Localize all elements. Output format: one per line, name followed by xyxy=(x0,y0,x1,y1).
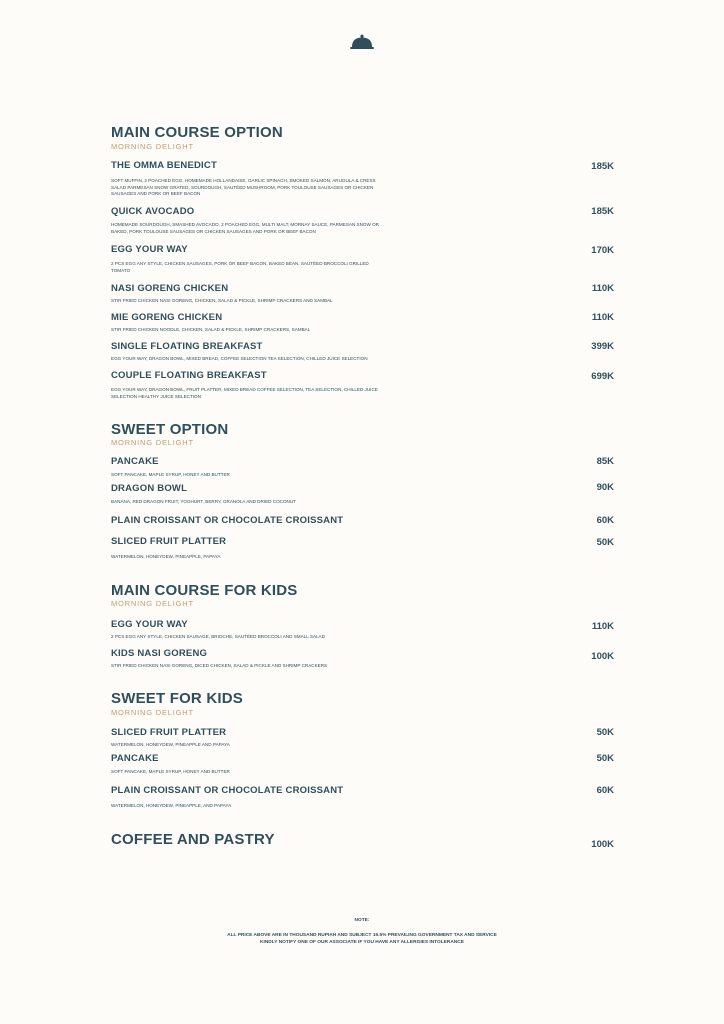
menu-item-description: BANANA, RED DRAGON FRUIT, YOGHURT, BERRY, GRANOLA AND DRIED COCONUT xyxy=(111,499,296,504)
menu-item-name: COUPLE FLOATING BREAKFAST xyxy=(111,370,267,381)
footer-note-line: ALL PRICE ABOVE ARE IN THOUSAND RUPIAH AND SUBJECT 15.5% PREVAILING GOVERNMENT TAX AND SERVICE xyxy=(227,933,497,938)
menu-item-description: WATERMELON, HONEYDEW, PINEAPPLE, AND PAPAYA xyxy=(111,803,232,808)
menu-item-name: SINGLE FLOATING BREAKFAST xyxy=(111,341,263,352)
menu-item-price: 50K xyxy=(596,727,614,738)
menu-item-name: QUICK AVOCADO xyxy=(111,206,195,217)
menu-item-description: HOMEMADE SOURDOUGH, SMASHED AVOCADO, 2 POACHED EGG, MULTI MALT, MORNAY SAUCE, PARMESAN SNOW OR BAKED, PORK TOULOUSE SAUSAGES OR CHICKEN SAUSAGES AND PORK OR BEEF BACON xyxy=(111,222,380,234)
section-title-sweet-option: SWEET OPTION xyxy=(111,421,229,438)
menu-item-description: STIR FRIED CHICKEN NASI GORENG, CHICKEN, SALAD & PICKLE, SHRIMP CRACKERS AND SAMBAL xyxy=(111,298,333,303)
section-subtitle: MORNING DELIGHT xyxy=(111,438,194,447)
section-title-main-course-kids: MAIN COURSE FOR KIDS xyxy=(111,582,298,599)
menu-item-description: EGG YOUR WAY, DRAGON BOWL, MIXED BREAD, COFFEE SELECTION TEA SELECTION, CHILLED JUICE SELECTION xyxy=(111,356,368,361)
menu-item-description: 2 PCS EGG ANY STYLE, CHICKEN SAUSAGES, PORK OR BEEF BACON, BAKED BEAN, SAUTÉED BROCCOLI GRILLED TOMATO xyxy=(111,261,369,273)
menu-item-name: PANCAKE xyxy=(111,456,159,467)
menu-item-name: SLICED FRUIT PLATTER xyxy=(111,536,227,547)
menu-item-price: 50K xyxy=(596,537,614,548)
menu-item-price: 100K xyxy=(591,651,614,662)
menu-item-price: 185K xyxy=(591,161,614,172)
menu-item-name: PLAIN CROISSANT OR CHOCOLATE CROISSANT xyxy=(111,785,344,796)
menu-item-description: EGG YOUR WAY, DRAGON BOWL, FRUIT PLATTER, MIXED BREAD COFFEE SELECTION, TEA SELECTION, CHILLED JUICE SELECTION HEALTHY JUICE SELECTION xyxy=(111,387,378,399)
menu-item-price: 60K xyxy=(596,785,614,796)
menu-item-price: 60K xyxy=(596,515,614,526)
menu-item-description: WATERMELON, HONEYDEW, PINEAPPLE AND PAPAYA xyxy=(111,742,230,747)
menu-item-price: 85K xyxy=(596,456,614,467)
menu-item-name: EGG YOUR WAY xyxy=(111,244,188,255)
menu-item-description: STIR FRIED CHICKEN NASI GORENG, DICED CHICKEN, SALAD & PICKLE AND SHRIMP CRACKERS xyxy=(111,663,328,668)
section-title-sweet-kids: SWEET FOR KIDS xyxy=(111,690,243,707)
footer-note-line: KINDLY NOTIFY ONE OF OUR ASSOCIATE IF YOU HAVE ANY ALLERGIES INTOLERANCE xyxy=(260,940,464,945)
cloche-icon xyxy=(350,34,374,50)
section-subtitle: MORNING DELIGHT xyxy=(111,599,194,608)
menu-item-name: PLAIN CROISSANT OR CHOCOLATE CROISSANT xyxy=(111,515,344,526)
menu-item-name: NASI GORENG CHICKEN xyxy=(111,283,229,294)
menu-item-price: 50K xyxy=(596,753,614,764)
menu-item-price: 399K xyxy=(591,341,614,352)
menu-item-description: 2 PCS EGG ANY STYLE, CHICKEN SAUSAGE, BRIOCHE, SAUTÉED BROCCOLI AND SMALL SALAD xyxy=(111,634,325,639)
menu-item-name: THE OMMA BENEDICT xyxy=(111,160,217,171)
menu-item-price: 90K xyxy=(596,482,614,493)
menu-item-price: 110K xyxy=(591,312,614,323)
section-title-coffee-pastry: COFFEE AND PASTRY xyxy=(111,831,275,848)
menu-item-name: KIDS NASI GORENG xyxy=(111,648,208,659)
menu-item-name: DRAGON BOWL xyxy=(111,483,188,494)
menu-item-name: EGG YOUR WAY xyxy=(111,619,188,630)
section-title-main-course: MAIN COURSE OPTION xyxy=(111,124,283,141)
menu-item-price: 699K xyxy=(591,371,614,382)
menu-item-description: SOFT PANCAKE, MAPLE SYRUP, HONEY AND BUTTER xyxy=(111,472,230,477)
menu-item-price: 185K xyxy=(591,206,614,217)
menu-item-description: SOFT MUFFIN, 2 POACHED EGG, HOMEMADE HOLLANDAISE, GARLIC SPINACH, SMOKED SALMON, ARUGULA & CRESS SALAD PARMESAN SNOW GRATED, SOURDOUGH, SAUTÉED MUSHROOM, PORK TOULOUSE SAUSAGES OR CHICKEN SAUSAGES AND PORK OR BEEF BACON xyxy=(111,178,376,196)
menu-item-description: WATERMELON, HONEYDEW, PINEAPPLE, PAPAYA xyxy=(111,554,221,559)
menu-item-name: SLICED FRUIT PLATTER xyxy=(111,727,227,738)
menu-item-description: STIR FRIED CHICKEN NOODLE, CHICKEN, SALAD & PICKLE, SHRIMP CRACKERS, SAMBAL xyxy=(111,327,311,332)
menu-item-name: PANCAKE xyxy=(111,753,159,764)
footer-note-label: NOTE: xyxy=(354,918,370,923)
menu-item-description: SOFT PANCAKE, MAPLE SYRUP, HONEY AND BUTTER xyxy=(111,769,230,774)
menu-item-price: 100K xyxy=(591,839,614,850)
menu-item-price: 110K xyxy=(591,621,614,632)
menu-item-price: 110K xyxy=(591,283,614,294)
menu-item-price: 170K xyxy=(591,245,614,256)
section-subtitle: MORNING DELIGHT xyxy=(111,142,194,151)
section-subtitle: MORNING DELIGHT xyxy=(111,708,194,717)
menu-item-name: MIE GORENG CHICKEN xyxy=(111,312,223,323)
